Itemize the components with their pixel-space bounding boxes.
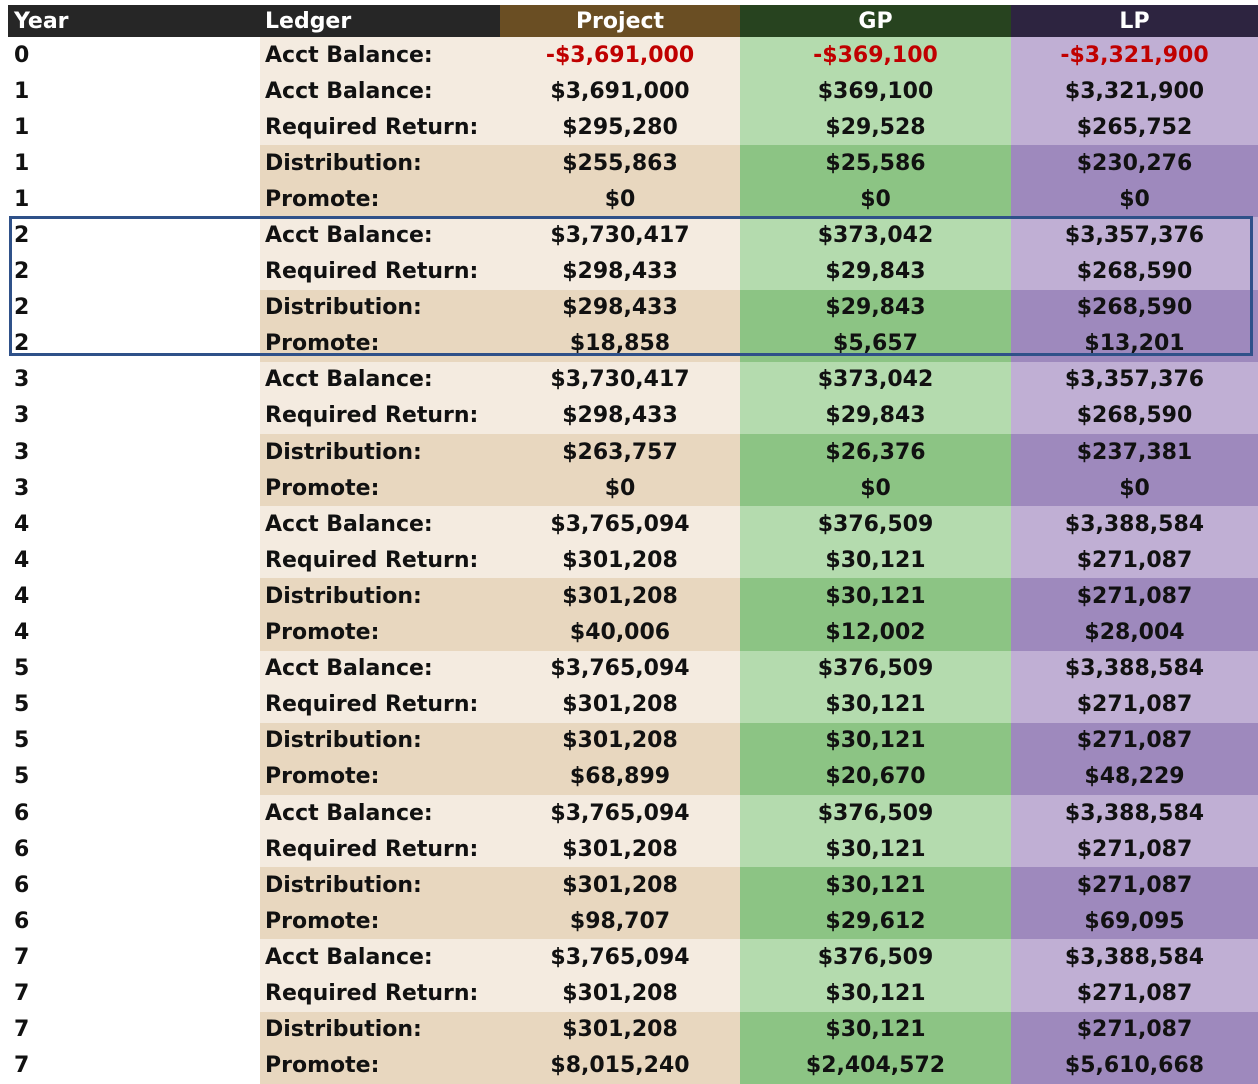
- gp-cell[interactable]: $30,121: [740, 542, 1011, 578]
- lp-cell[interactable]: $271,087: [1011, 687, 1258, 723]
- waterfall-table: [8, 5, 1258, 1084]
- gp-cell[interactable]: $12,002: [740, 615, 1011, 651]
- lp-cell[interactable]: $3,388,584: [1011, 939, 1258, 975]
- year-cell[interactable]: 1: [8, 73, 260, 109]
- year-cell[interactable]: 2: [8, 217, 260, 253]
- table-row: [8, 37, 1258, 73]
- year-cell[interactable]: 2: [8, 290, 260, 326]
- project-cell[interactable]: $98,707: [500, 903, 740, 939]
- ledger-cell[interactable]: Distribution:: [260, 1012, 500, 1048]
- gp-cell[interactable]: $0: [740, 470, 1011, 506]
- year-cell[interactable]: 3: [8, 434, 260, 470]
- year-cell[interactable]: 5: [8, 723, 260, 759]
- ledger-cell[interactable]: Promote:: [260, 615, 500, 651]
- table-row: [8, 434, 1258, 470]
- year-cell[interactable]: 6: [8, 867, 260, 903]
- project-cell[interactable]: $3,765,094: [500, 795, 740, 831]
- year-cell[interactable]: 7: [8, 1012, 260, 1048]
- ledger-cell[interactable]: Distribution:: [260, 723, 500, 759]
- year-cell[interactable]: 7: [8, 1048, 260, 1084]
- table-row: [8, 615, 1258, 651]
- year-cell[interactable]: 2: [8, 254, 260, 290]
- year-cell[interactable]: 5: [8, 651, 260, 687]
- ledger-cell[interactable]: Distribution:: [260, 290, 500, 326]
- header-lp[interactable]: LP: [1011, 5, 1258, 37]
- project-cell[interactable]: $40,006: [500, 615, 740, 651]
- project-cell[interactable]: $301,208: [500, 975, 740, 1011]
- ledger-cell[interactable]: Acct Balance:: [260, 795, 500, 831]
- project-cell[interactable]: $8,015,240: [500, 1048, 740, 1084]
- gp-cell[interactable]: $5,657: [740, 326, 1011, 362]
- lp-cell[interactable]: $271,087: [1011, 831, 1258, 867]
- lp-cell[interactable]: $3,321,900: [1011, 73, 1258, 109]
- table-row: [8, 795, 1258, 831]
- lp-cell[interactable]: $268,590: [1011, 398, 1258, 434]
- lp-cell[interactable]: $3,357,376: [1011, 362, 1258, 398]
- ledger-cell[interactable]: Distribution:: [260, 145, 500, 181]
- table-body: [8, 37, 1258, 1084]
- year-cell[interactable]: 6: [8, 831, 260, 867]
- table-row: [8, 109, 1258, 145]
- lp-cell[interactable]: $3,388,584: [1011, 795, 1258, 831]
- table-row: [8, 542, 1258, 578]
- table-row: [8, 73, 1258, 109]
- project-cell[interactable]: $298,433: [500, 290, 740, 326]
- gp-cell[interactable]: $369,100: [740, 73, 1011, 109]
- project-cell[interactable]: $18,858: [500, 326, 740, 362]
- table-row: [8, 903, 1258, 939]
- ledger-cell[interactable]: Acct Balance:: [260, 939, 500, 975]
- table-row: [8, 975, 1258, 1011]
- year-cell[interactable]: 2: [8, 326, 260, 362]
- gp-cell[interactable]: $376,509: [740, 506, 1011, 542]
- lp-cell[interactable]: $3,388,584: [1011, 651, 1258, 687]
- project-cell[interactable]: $0: [500, 470, 740, 506]
- header-project[interactable]: Project: [500, 5, 740, 37]
- header-gp[interactable]: GP: [740, 5, 1011, 37]
- lp-cell[interactable]: $271,087: [1011, 1012, 1258, 1048]
- gp-cell[interactable]: $25,586: [740, 145, 1011, 181]
- gp-cell[interactable]: $20,670: [740, 759, 1011, 795]
- project-cell[interactable]: -$3,691,000: [500, 37, 740, 73]
- lp-cell[interactable]: $271,087: [1011, 867, 1258, 903]
- gp-cell[interactable]: $376,509: [740, 651, 1011, 687]
- year-cell[interactable]: 7: [8, 975, 260, 1011]
- year-cell[interactable]: 7: [8, 939, 260, 975]
- project-cell[interactable]: $3,730,417: [500, 362, 740, 398]
- ledger-cell[interactable]: Required Return:: [260, 687, 500, 723]
- ledger-cell[interactable]: Promote:: [260, 326, 500, 362]
- ledger-cell[interactable]: Promote:: [260, 470, 500, 506]
- ledger-cell[interactable]: Promote:: [260, 759, 500, 795]
- gp-cell[interactable]: $0: [740, 181, 1011, 217]
- table-row: [8, 326, 1258, 362]
- project-cell[interactable]: $298,433: [500, 398, 740, 434]
- lp-cell[interactable]: $271,087: [1011, 975, 1258, 1011]
- ledger-cell[interactable]: Acct Balance:: [260, 506, 500, 542]
- lp-cell[interactable]: -$3,321,900: [1011, 37, 1258, 73]
- lp-cell[interactable]: $5,610,668: [1011, 1048, 1258, 1084]
- ledger-cell[interactable]: Promote:: [260, 903, 500, 939]
- ledger-cell[interactable]: Distribution:: [260, 578, 500, 614]
- lp-cell[interactable]: $48,229: [1011, 759, 1258, 795]
- project-cell[interactable]: $298,433: [500, 254, 740, 290]
- table-row: [8, 687, 1258, 723]
- table-row: [8, 723, 1258, 759]
- year-cell[interactable]: 3: [8, 362, 260, 398]
- table-row: [8, 651, 1258, 687]
- project-cell[interactable]: $301,208: [500, 578, 740, 614]
- lp-cell[interactable]: $265,752: [1011, 109, 1258, 145]
- ledger-cell[interactable]: Required Return:: [260, 109, 500, 145]
- project-cell[interactable]: $68,899: [500, 759, 740, 795]
- year-cell[interactable]: 3: [8, 398, 260, 434]
- ledger-cell[interactable]: Acct Balance:: [260, 651, 500, 687]
- project-cell[interactable]: $295,280: [500, 109, 740, 145]
- gp-cell[interactable]: $373,042: [740, 217, 1011, 253]
- project-cell[interactable]: $0: [500, 181, 740, 217]
- lp-cell[interactable]: $3,357,376: [1011, 217, 1258, 253]
- lp-cell[interactable]: $268,590: [1011, 254, 1258, 290]
- gp-cell[interactable]: $29,843: [740, 254, 1011, 290]
- gp-cell[interactable]: $30,121: [740, 1012, 1011, 1048]
- ledger-cell[interactable]: Promote:: [260, 1048, 500, 1084]
- gp-cell[interactable]: $30,121: [740, 831, 1011, 867]
- year-cell[interactable]: 0: [8, 37, 260, 73]
- gp-cell[interactable]: $26,376: [740, 434, 1011, 470]
- header-year[interactable]: Year: [8, 5, 260, 37]
- project-cell[interactable]: $3,765,094: [500, 939, 740, 975]
- table-row: [8, 217, 1258, 253]
- project-cell[interactable]: $3,765,094: [500, 651, 740, 687]
- gp-cell[interactable]: $2,404,572: [740, 1048, 1011, 1084]
- lp-cell[interactable]: $230,276: [1011, 145, 1258, 181]
- year-cell[interactable]: 1: [8, 181, 260, 217]
- year-cell[interactable]: 4: [8, 506, 260, 542]
- gp-cell[interactable]: $30,121: [740, 867, 1011, 903]
- project-cell[interactable]: $301,208: [500, 867, 740, 903]
- gp-cell[interactable]: $29,843: [740, 290, 1011, 326]
- project-cell[interactable]: $301,208: [500, 687, 740, 723]
- table-row: [8, 398, 1258, 434]
- project-cell[interactable]: $301,208: [500, 1012, 740, 1048]
- ledger-cell[interactable]: Required Return:: [260, 398, 500, 434]
- ledger-cell[interactable]: Acct Balance:: [260, 37, 500, 73]
- gp-cell[interactable]: $29,528: [740, 109, 1011, 145]
- table-row: [8, 1012, 1258, 1048]
- project-cell[interactable]: $3,730,417: [500, 217, 740, 253]
- ledger-cell[interactable]: Required Return:: [260, 831, 500, 867]
- year-cell[interactable]: 4: [8, 578, 260, 614]
- gp-cell[interactable]: $30,121: [740, 578, 1011, 614]
- table-row: [8, 578, 1258, 614]
- year-cell[interactable]: 6: [8, 795, 260, 831]
- ledger-cell[interactable]: Acct Balance:: [260, 362, 500, 398]
- lp-cell[interactable]: $271,087: [1011, 542, 1258, 578]
- year-cell[interactable]: 4: [8, 542, 260, 578]
- gp-cell[interactable]: $30,121: [740, 975, 1011, 1011]
- table-row: [8, 939, 1258, 975]
- ledger-cell[interactable]: Acct Balance:: [260, 217, 500, 253]
- table-row: [8, 506, 1258, 542]
- year-cell[interactable]: 5: [8, 759, 260, 795]
- gp-cell[interactable]: $376,509: [740, 795, 1011, 831]
- ledger-cell[interactable]: Acct Balance:: [260, 73, 500, 109]
- lp-cell[interactable]: $271,087: [1011, 578, 1258, 614]
- project-cell[interactable]: $301,208: [500, 831, 740, 867]
- header-ledger[interactable]: Ledger: [260, 5, 500, 37]
- ledger-cell[interactable]: Required Return:: [260, 542, 500, 578]
- project-cell[interactable]: $3,765,094: [500, 506, 740, 542]
- lp-cell[interactable]: $69,095: [1011, 903, 1258, 939]
- project-cell[interactable]: $255,863: [500, 145, 740, 181]
- project-cell[interactable]: $301,208: [500, 723, 740, 759]
- ledger-cell[interactable]: Distribution:: [260, 434, 500, 470]
- gp-cell[interactable]: $30,121: [740, 687, 1011, 723]
- year-cell[interactable]: 3: [8, 470, 260, 506]
- year-cell[interactable]: 6: [8, 903, 260, 939]
- gp-cell[interactable]: $376,509: [740, 939, 1011, 975]
- lp-cell[interactable]: $268,590: [1011, 290, 1258, 326]
- ledger-cell[interactable]: Required Return:: [260, 254, 500, 290]
- lp-cell[interactable]: $0: [1011, 181, 1258, 217]
- table-row: [8, 867, 1258, 903]
- header-row: [8, 5, 1258, 37]
- lp-cell[interactable]: $13,201: [1011, 326, 1258, 362]
- lp-cell[interactable]: $237,381: [1011, 434, 1258, 470]
- lp-cell[interactable]: $3,388,584: [1011, 506, 1258, 542]
- lp-cell[interactable]: $28,004: [1011, 615, 1258, 651]
- table-row: [8, 470, 1258, 506]
- table-row: [8, 362, 1258, 398]
- project-cell[interactable]: $263,757: [500, 434, 740, 470]
- lp-cell[interactable]: $271,087: [1011, 723, 1258, 759]
- gp-cell[interactable]: $373,042: [740, 362, 1011, 398]
- gp-cell[interactable]: $29,843: [740, 398, 1011, 434]
- table-row: [8, 290, 1258, 326]
- project-cell[interactable]: $3,691,000: [500, 73, 740, 109]
- lp-cell[interactable]: $0: [1011, 470, 1258, 506]
- year-cell[interactable]: 4: [8, 615, 260, 651]
- table-row: [8, 254, 1258, 290]
- ledger-cell[interactable]: Distribution:: [260, 867, 500, 903]
- project-cell[interactable]: $301,208: [500, 542, 740, 578]
- year-cell[interactable]: 1: [8, 109, 260, 145]
- gp-cell[interactable]: -$369,100: [740, 37, 1011, 73]
- table-row: [8, 145, 1258, 181]
- gp-cell[interactable]: $29,612: [740, 903, 1011, 939]
- table-row: [8, 831, 1258, 867]
- year-cell[interactable]: 5: [8, 687, 260, 723]
- gp-cell[interactable]: $30,121: [740, 723, 1011, 759]
- year-cell[interactable]: 1: [8, 145, 260, 181]
- ledger-cell[interactable]: Required Return:: [260, 975, 500, 1011]
- table-row: [8, 1048, 1258, 1084]
- ledger-cell[interactable]: Promote:: [260, 181, 500, 217]
- table-row: [8, 181, 1258, 217]
- table-row: [8, 759, 1258, 795]
